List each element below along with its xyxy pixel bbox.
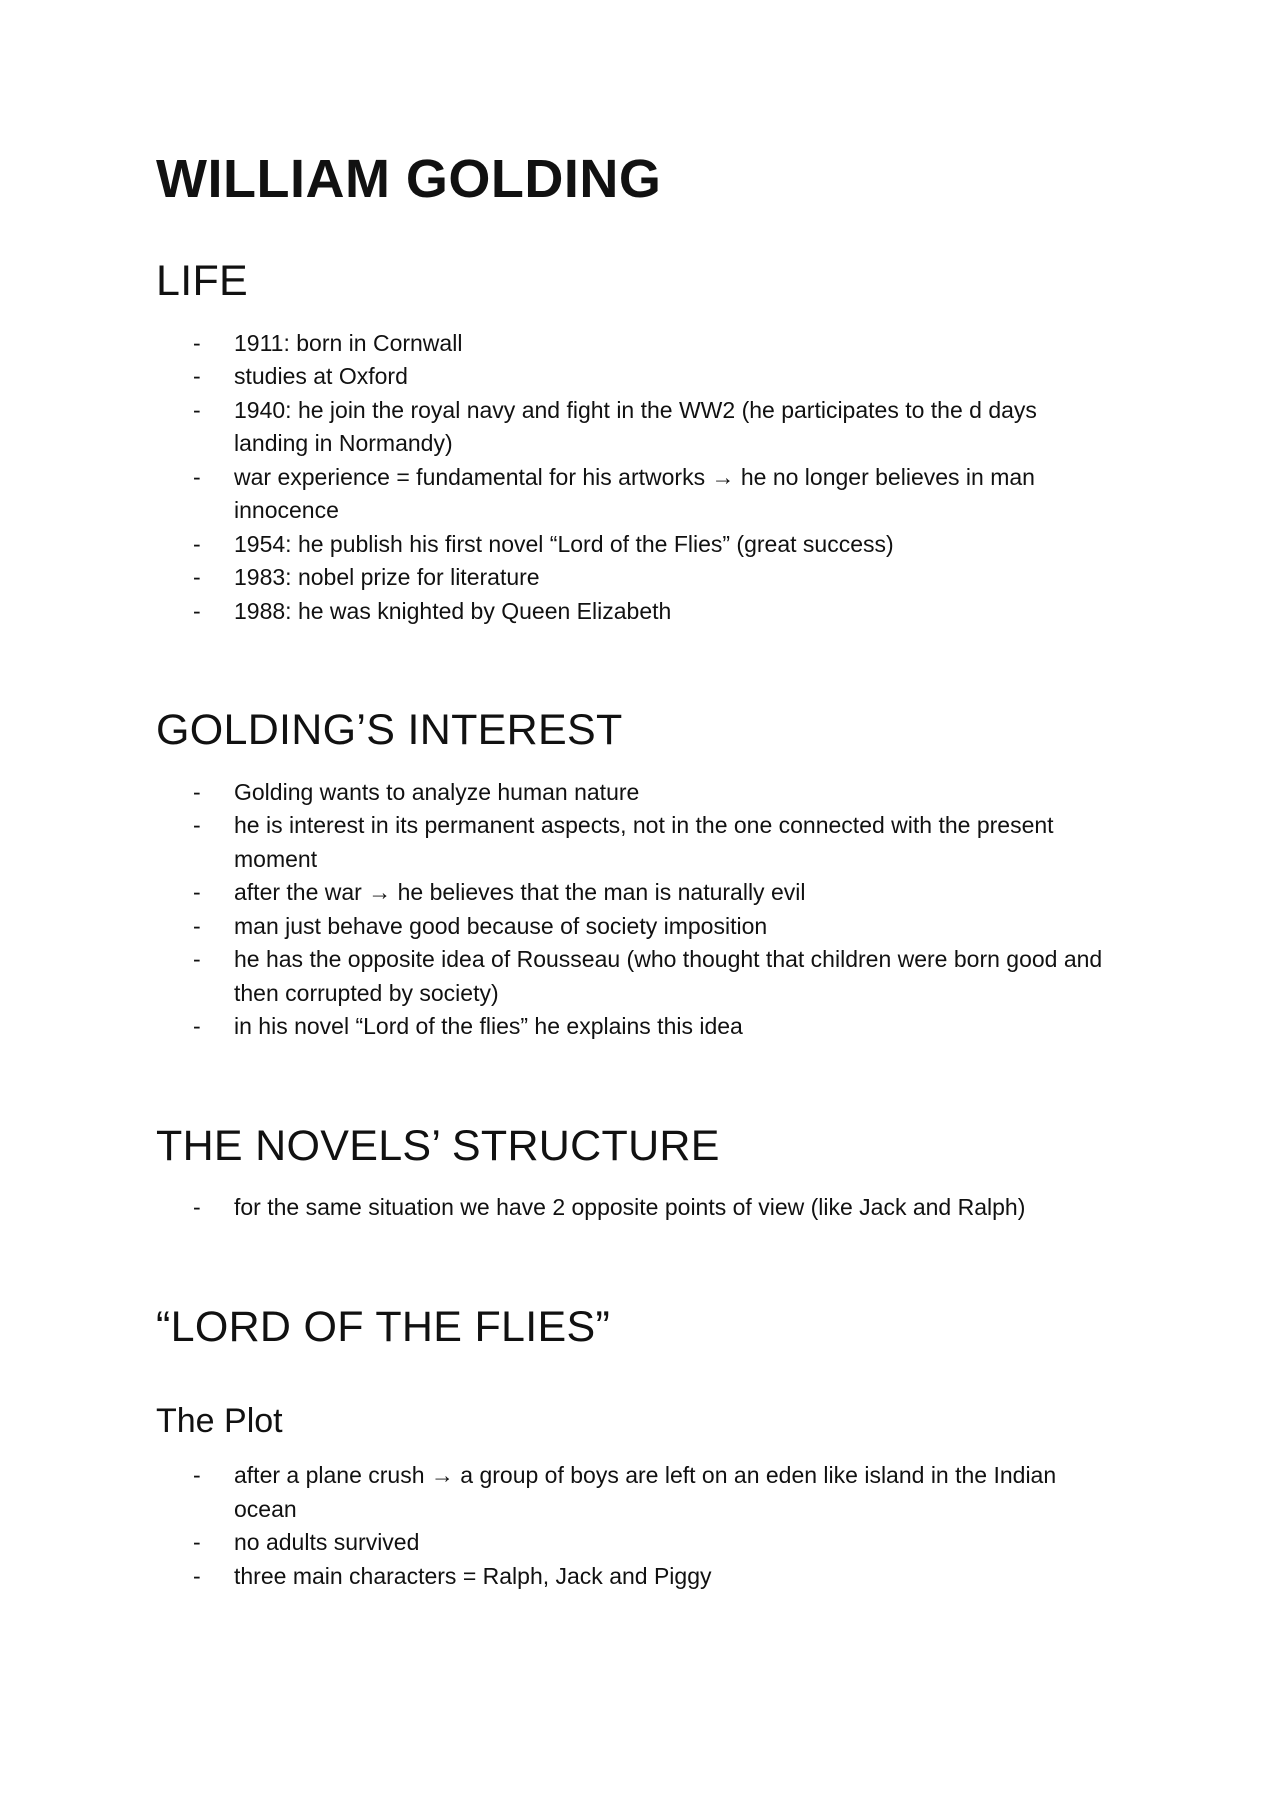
dash-marker: - [193, 1194, 201, 1221]
section-heading-life: LIFE [156, 257, 249, 306]
subheading-plot: The Plot [156, 1402, 283, 1441]
list-item: - studies at Oxford [156, 360, 1114, 394]
section-heading-lotf: “LORD OF THE FLIES” [156, 1302, 611, 1351]
section-life [156, 257, 1136, 628]
list-item: - war experience = fundamental for his artworks → he no longer believes in man innocence [156, 461, 1114, 528]
dash-marker: - [193, 564, 201, 591]
dash-marker: - [193, 463, 201, 490]
section-interest [156, 706, 1136, 1043]
section-heading-interest: GOLDING’S INTEREST [156, 706, 623, 755]
list-item: - for the same situation we have 2 opposite points of view (like Jack and Ralph) [156, 1191, 1114, 1225]
dash-marker: - [193, 1529, 201, 1556]
list-item: - 1983: nobel prize for literature [156, 561, 1114, 595]
list-item: - 1911: born in Cornwall [156, 327, 1114, 361]
dash-marker: - [193, 778, 201, 805]
section-heading-structure: THE NOVELS’ STRUCTURE [156, 1121, 720, 1170]
plot-list [156, 1459, 1136, 1593]
dash-marker: - [193, 1013, 201, 1040]
structure-list [156, 1191, 1136, 1225]
list-item: - he has the opposite idea of Rousseau (who thought that children were born good and then corrupted by society) [156, 943, 1114, 1010]
dash-marker: - [193, 812, 201, 839]
dash-marker: - [193, 597, 201, 624]
list-item: - after a plane crush → a group of boys are left on an eden like island in the Indian ocean [156, 1459, 1114, 1526]
list-item: - 1940: he join the royal navy and fight in the WW2 (he participates to the d days landing in Normandy) [156, 394, 1114, 461]
dash-marker: - [193, 396, 201, 423]
dash-marker: - [193, 879, 201, 906]
section-lotf [156, 1303, 1136, 1352]
subsection-plot [156, 1402, 1136, 1593]
life-list [156, 327, 1136, 629]
dash-marker: - [193, 946, 201, 973]
list-item: - Golding wants to analyze human nature [156, 776, 1114, 810]
dash-marker: - [193, 1562, 201, 1589]
dash-marker: - [193, 329, 201, 356]
document-page [156, 150, 1136, 1593]
list-item: - after the war → he believes that the man is naturally evil [156, 876, 1114, 910]
dash-marker: - [193, 1462, 201, 1489]
list-item: - man just behave good because of society imposition [156, 910, 1114, 944]
list-item: - he is interest in its permanent aspects, not in the one connected with the present moment [156, 809, 1114, 876]
list-item: - three main characters = Ralph, Jack and Piggy [156, 1560, 1114, 1594]
list-item: - in his novel “Lord of the flies” he explains this idea [156, 1010, 1114, 1044]
list-item: - 1988: he was knighted by Queen Elizabeth [156, 595, 1114, 629]
list-item: - no adults survived [156, 1526, 1114, 1560]
dash-marker: - [193, 912, 201, 939]
dash-marker: - [193, 530, 201, 557]
dash-marker: - [193, 363, 201, 390]
interest-list [156, 776, 1136, 1044]
document-title: WILLIAM GOLDING [156, 149, 662, 209]
list-item: - 1954: he publish his first novel “Lord of the Flies” (great success) [156, 528, 1114, 562]
section-structure [156, 1122, 1136, 1225]
